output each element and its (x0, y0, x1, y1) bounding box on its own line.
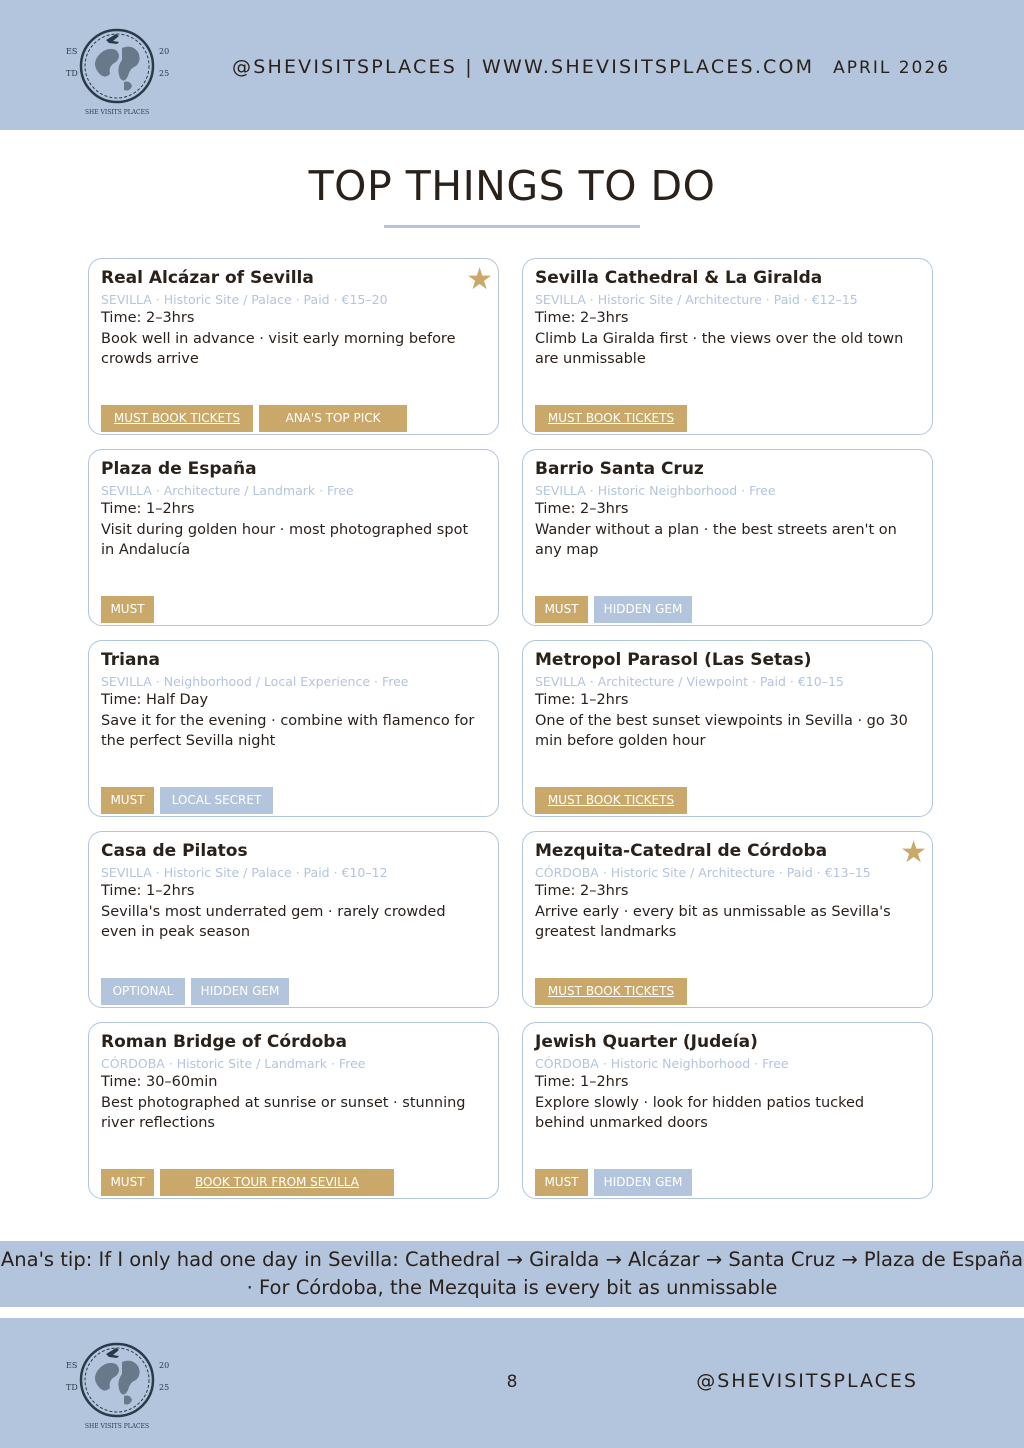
tag-badge: HIDDEN GEM (594, 1169, 692, 1196)
card-description: Visit during golden hour · most photographed spot in Andalucía (101, 522, 469, 558)
tip-banner: Ana's tip: If I only had one day in Sevilla: Cathedral → Giralda → Alcázar → Santa Cruz → Plaza de España · For Córdoba, the Mezquita is every bit as unmissable (0, 1241, 1024, 1307)
logo-globe-icon (62, 18, 172, 128)
attraction-card (88, 449, 499, 626)
card-description: Save it for the evening · combine with flamenco for the perfect Sevilla night (101, 713, 475, 749)
card-title: Triana (101, 650, 160, 670)
header-handle-site[interactable]: @SHEVISITSPLACES | WWW.SHEVISITSPLACES.COM (232, 56, 815, 78)
card-description: Explore slowly · look for hidden patios tucked behind unmarked doors (535, 1095, 865, 1131)
card-title: Casa de Pilatos (101, 841, 248, 861)
card-meta: SEVILLA · Architecture / Landmark · Free (101, 483, 354, 498)
card-time: Time: 1–2hrs (101, 883, 195, 899)
card-time: Time: 30–60min (101, 1074, 218, 1090)
card-description: Wander without a plan · the best streets aren't on any map (535, 522, 897, 558)
card-description: Best photographed at sunrise or sunset · stunning river reflections (101, 1095, 466, 1131)
tag-badge: MUST (101, 787, 154, 814)
card-title: Real Alcázar of Sevilla (101, 268, 314, 288)
logo-td-text: TD (66, 1383, 78, 1392)
book-link-tag[interactable]: BOOK TOUR FROM SEVILLA (160, 1169, 394, 1196)
card-meta: SEVILLA · Neighborhood / Local Experience · Free (101, 674, 409, 689)
tag-badge: MUST (535, 1169, 588, 1196)
card-time: Time: 2–3hrs (535, 310, 629, 326)
card-meta: CÓRDOBA · Historic Neighborhood · Free (535, 1056, 789, 1071)
card-title: Plaza de España (101, 459, 257, 479)
card-description: Arrive early · every bit as unmissable as Sevilla's greatest landmarks (535, 904, 891, 940)
card-description: Climb La Giralda first · the views over the old town are unmissable (535, 331, 904, 367)
card-time: Time: 1–2hrs (535, 692, 629, 708)
card-time: Time: Half Day (101, 692, 209, 708)
logo-20-text: 20 (159, 1361, 170, 1370)
header-date: APRIL 2026 (833, 58, 950, 78)
card-title: Barrio Santa Cruz (535, 459, 704, 479)
attraction-card (88, 1022, 499, 1199)
tag-badge: MUST (101, 1169, 154, 1196)
attraction-card (522, 640, 933, 817)
logo-20-text: 20 (159, 47, 170, 56)
title-divider (384, 225, 640, 228)
card-title: Metropol Parasol (Las Setas) (535, 650, 812, 670)
footer (0, 1318, 1024, 1448)
book-link-tag[interactable]: MUST BOOK TICKETS (535, 978, 687, 1005)
card-time: Time: 1–2hrs (101, 501, 195, 517)
tag-badge: MUST (535, 596, 588, 623)
card-time: Time: 2–3hrs (535, 883, 629, 899)
logo-caption: SHE VISITS PLACES (84, 109, 150, 116)
card-title: Roman Bridge of Córdoba (101, 1032, 347, 1052)
attraction-card (522, 1022, 933, 1199)
card-meta: SEVILLA · Historic Site / Architecture · Paid · €12–15 (535, 292, 858, 307)
card-time: Time: 1–2hrs (535, 1074, 629, 1090)
card-meta: SEVILLA · Historic Site / Palace · Paid · €10–12 (101, 865, 388, 880)
header (0, 0, 1024, 130)
card-meta: SEVILLA · Historic Site / Palace · Paid · €15–20 (101, 292, 388, 307)
book-link-tag[interactable]: MUST BOOK TICKETS (101, 405, 253, 432)
page-title: TOP THINGS TO DO (308, 162, 716, 210)
card-meta: SEVILLA · Architecture / Viewpoint · Paid · €10–15 (535, 674, 844, 689)
card-time: Time: 2–3hrs (535, 501, 629, 517)
star-icon: ★ (900, 835, 927, 870)
tag-badge: MUST (101, 596, 154, 623)
card-title: Sevilla Cathedral & La Giralda (535, 268, 823, 288)
card-title: Jewish Quarter (Judeía) (535, 1032, 758, 1052)
card-description: Book well in advance · visit early morning before crowds arrive (101, 331, 456, 367)
footer-handle[interactable]: @SHEVISITSPLACES (696, 1370, 918, 1392)
card-meta: CÓRDOBA · Historic Site / Landmark · Free (101, 1056, 366, 1071)
attraction-card (88, 258, 499, 435)
logo-es-text: ES (66, 47, 78, 56)
attraction-card (522, 258, 933, 435)
card-title: Mezquita-Catedral de Córdoba (535, 841, 828, 861)
tag-badge: OPTIONAL (101, 978, 185, 1005)
tag-badge: HIDDEN GEM (191, 978, 289, 1005)
page-number: 8 (506, 1372, 518, 1392)
logo-25-text: 25 (159, 1383, 170, 1392)
card-meta: SEVILLA · Historic Neighborhood · Free (535, 483, 776, 498)
card-meta: CÓRDOBA · Historic Site / Architecture · Paid · €13–15 (535, 865, 871, 880)
card-description: Sevilla's most underrated gem · rarely crowded even in peak season (101, 904, 446, 940)
card-time: Time: 2–3hrs (101, 310, 195, 326)
card-description: One of the best sunset viewpoints in Sevilla · go 30 min before golden hour (535, 713, 908, 749)
attraction-card (522, 449, 933, 626)
book-link-tag[interactable]: MUST BOOK TICKETS (535, 787, 687, 814)
logo-td-text: TD (66, 69, 78, 78)
logo-es-text: ES (66, 1361, 78, 1370)
attraction-card (88, 640, 499, 817)
logo-caption: SHE VISITS PLACES (84, 1423, 150, 1430)
book-link-tag[interactable]: MUST BOOK TICKETS (535, 405, 687, 432)
star-icon: ★ (466, 262, 493, 297)
logo-25-text: 25 (159, 69, 170, 78)
tag-badge: HIDDEN GEM (594, 596, 692, 623)
attraction-card (522, 831, 933, 1008)
tag-badge: ANA'S TOP PICK (259, 405, 407, 432)
tag-badge: LOCAL SECRET (160, 787, 273, 814)
attraction-card (88, 831, 499, 1008)
